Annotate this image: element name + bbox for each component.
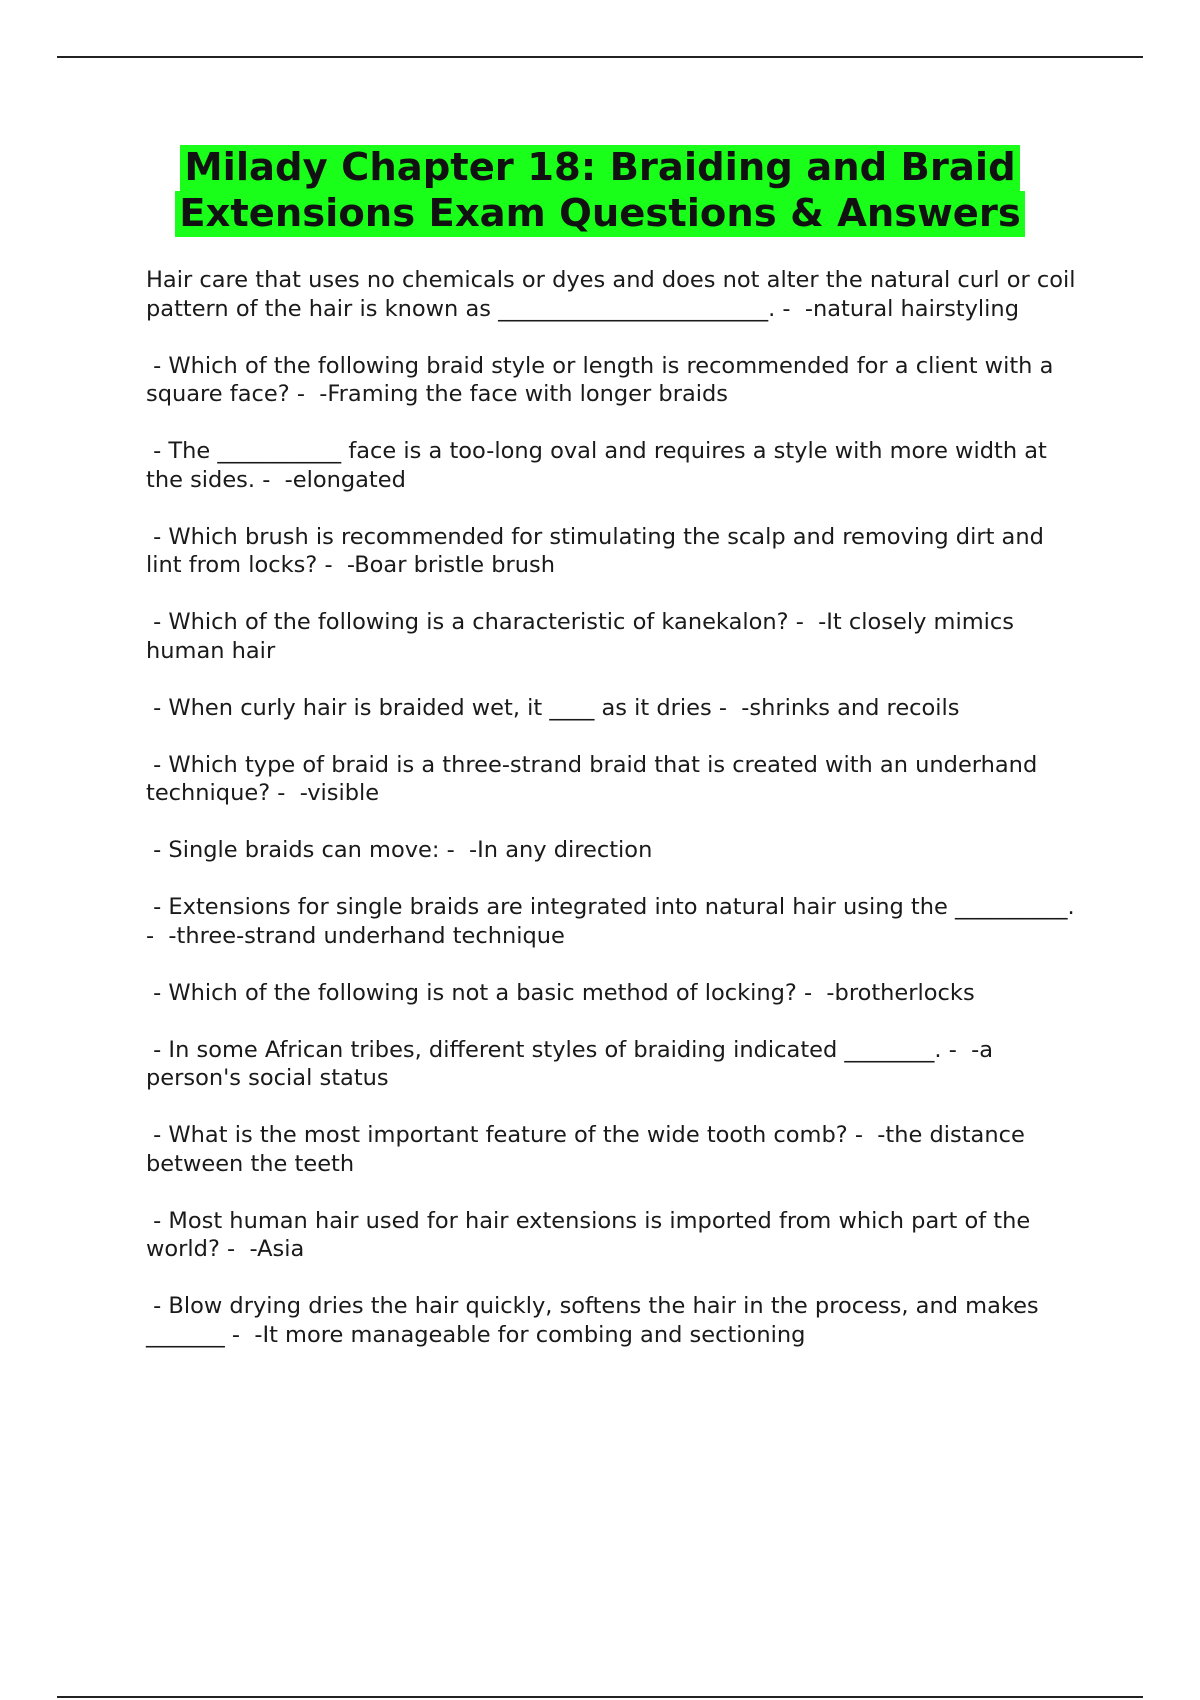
- qa-item: - Extensions for single braids are integrated into natural hair using the __________. - -three-strand underhand technique: [146, 894, 1082, 949]
- bottom-rule: [57, 1696, 1143, 1698]
- title-line-2: Extensions Exam Questions & Answers: [175, 191, 1025, 237]
- qa-item: - Which of the following is a characteristic of kanekalon? - -It closely mimics human hair: [146, 609, 1022, 664]
- qa-item: - In some African tribes, different styles of braiding indicated ________. - -a person's social status: [146, 1036, 1001, 1091]
- qa-item: - Blow drying dries the hair quickly, softens the hair in the process, and makes _______ - -It more manageable for combing and sectioning: [146, 1293, 1046, 1348]
- qa-item: - The ___________ face is a too-long oval and requires a style with more width at the sides. - -elongated: [146, 438, 1054, 493]
- qa-item: - Single braids can move: - -In any direction: [146, 837, 653, 863]
- qa-item: - Most human hair used for hair extensions is imported from which part of the world? - -Asia: [146, 1207, 1038, 1262]
- top-rule: [57, 56, 1143, 58]
- qa-item: - Which type of braid is a three-strand braid that is created with an underhand technique? - -visible: [146, 751, 1045, 806]
- page-title: [0, 145, 1200, 237]
- qa-item: - Which of the following is not a basic method of locking? - -brotherlocks: [146, 979, 975, 1006]
- qa-item: - When curly hair is braided wet, it ____ as it dries - -shrinks and recoils: [146, 694, 960, 721]
- qa-item: - What is the most important feature of the wide tooth comb? - -the distance between the teeth: [146, 1122, 1032, 1177]
- qa-item: - Which of the following braid style or length is recommended for a client with a square face? - -Framing the face with longer braids: [146, 352, 1061, 407]
- qa-item: - Which brush is recommended for stimulating the scalp and removing dirt and lint from locks? - -Boar bristle brush: [146, 523, 1052, 578]
- qa-item: Hair care that uses no chemicals or dyes and does not alter the natural curl or coil pattern of the hair is known as ________________________. - -natural hairstyling: [146, 267, 1083, 322]
- qa-list: [146, 266, 1086, 1378]
- title-line-1: Milady Chapter 18: Braiding and Braid: [180, 145, 1019, 191]
